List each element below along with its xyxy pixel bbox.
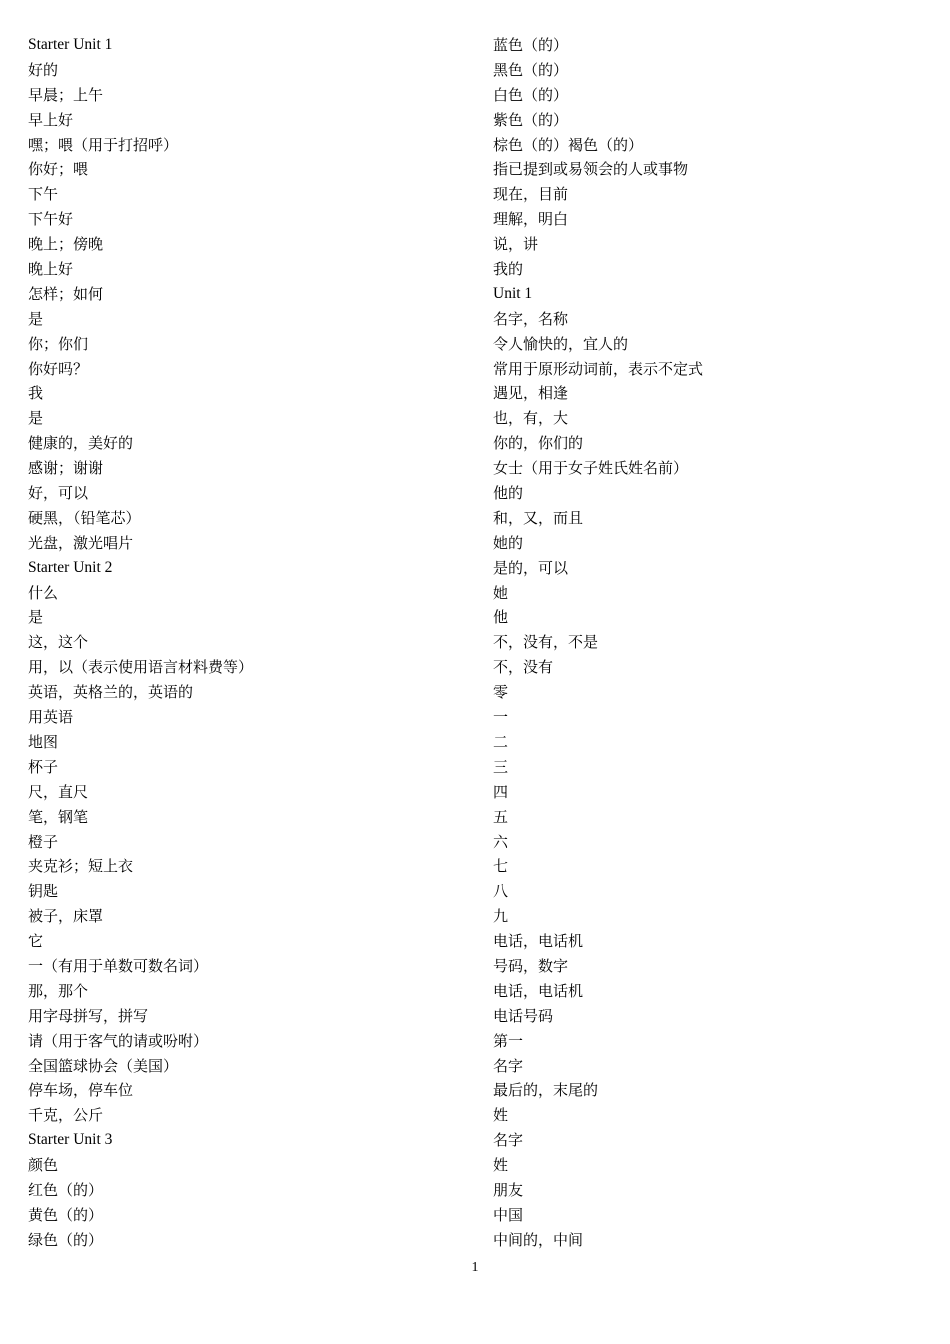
vocab-line: 姓 xyxy=(493,1156,509,1175)
vocab-line: 它 xyxy=(28,932,44,951)
vocab-line: 早上好 xyxy=(28,110,74,129)
vocab-line: 什么 xyxy=(28,583,59,602)
unit-heading: Starter Unit 1 xyxy=(28,36,113,53)
vocab-line: 朋友 xyxy=(493,1180,524,1199)
vocab-line: 早晨；上午 xyxy=(28,85,104,104)
vocab-line: 停车场，停车位 xyxy=(28,1081,134,1100)
vocab-line: 现在，目前 xyxy=(493,185,569,204)
vocab-line: 六 xyxy=(493,832,509,851)
unit-heading: Starter Unit 3 xyxy=(28,1131,113,1149)
vocab-line: 八 xyxy=(493,882,509,901)
vocab-line: 请（用于客气的请或吩咐） xyxy=(28,1031,209,1050)
vocab-line: 晚上好 xyxy=(28,260,74,279)
vocab-line: 硬黑，（铅笔芯） xyxy=(28,508,141,527)
vocab-line: 电话，电话机 xyxy=(493,981,584,1000)
unit-heading: Starter Unit 2 xyxy=(28,558,113,576)
vocab-line: 红色（的） xyxy=(28,1180,104,1199)
vocab-line: 杯子 xyxy=(28,757,59,776)
vocab-line: 不，没有，不是 xyxy=(493,633,599,652)
unit-heading: Unit 1 xyxy=(493,284,533,302)
vocab-line: 名字 xyxy=(493,1131,524,1150)
vocab-line: 名字，名称 xyxy=(493,309,569,328)
vocab-line: 电话号码 xyxy=(493,1006,554,1025)
vocab-line: 不，没有 xyxy=(493,658,554,677)
vocab-line: 和，又，而且 xyxy=(493,508,584,527)
vocab-line: 九 xyxy=(493,907,509,926)
vocab-line: 姓 xyxy=(493,1106,509,1125)
vocab-line: 你好；喂 xyxy=(28,160,89,179)
vocab-line: 下午好 xyxy=(28,210,74,229)
vocab-line: 他 xyxy=(493,608,509,627)
vocab-line: 女士（用于女子姓氏姓名前） xyxy=(493,459,689,478)
vocab-line: 你；你们 xyxy=(28,334,89,353)
vocab-line: 紫色（的） xyxy=(493,110,569,129)
vocab-line: 黄色（的） xyxy=(28,1205,104,1224)
vocab-line: 被子，床罩 xyxy=(28,907,104,926)
vocab-line: 黑色（的） xyxy=(493,60,569,79)
vocab-line: 是 xyxy=(28,309,44,328)
vocab-line: 用，以（表示使用语言材料费等） xyxy=(28,658,254,677)
vocab-line: 蓝色（的） xyxy=(493,36,569,54)
vocab-line: 好，可以 xyxy=(28,484,89,503)
vocab-line: 英语，英格兰的，英语的 xyxy=(28,683,194,702)
vocab-line: 橙子 xyxy=(28,832,59,851)
vocab-line: 是的，可以 xyxy=(493,558,569,577)
vocab-line: 白色（的） xyxy=(493,85,569,104)
vocab-line: 她的 xyxy=(493,533,524,552)
vocab-line: 是 xyxy=(28,608,44,627)
vocab-line: 钥匙 xyxy=(28,882,59,901)
vocab-line: 五 xyxy=(493,807,509,826)
vocab-line: 笔，钢笔 xyxy=(28,807,89,826)
vocab-line: 尺，直尺 xyxy=(28,782,89,801)
vocab-line: 颜色 xyxy=(28,1156,59,1175)
vocab-line: 地图 xyxy=(28,732,59,751)
vocab-line: 这，这个 xyxy=(28,633,89,652)
vocab-line: 健康的，美好的 xyxy=(28,434,134,453)
vocab-line: 我 xyxy=(28,384,44,403)
vocab-line: 是 xyxy=(28,409,44,428)
vocab-line: 常用于原形动词前，表示不定式 xyxy=(493,359,704,378)
vocab-line: 二 xyxy=(493,732,509,751)
vocab-line: 用字母拼写，拼写 xyxy=(28,1006,149,1025)
vocab-line: 七 xyxy=(493,857,509,876)
vocab-line: 号码，数字 xyxy=(493,956,569,975)
vocab-line: 最后的，末尾的 xyxy=(493,1081,599,1100)
vocab-line: 你的，你们的 xyxy=(493,434,584,453)
vocab-line: 零 xyxy=(493,683,509,702)
vocab-line: 四 xyxy=(493,782,509,801)
vocab-line: 理解，明白 xyxy=(493,210,569,229)
vocab-line: 中间的，中间 xyxy=(493,1230,584,1249)
vocab-line: 感谢；谢谢 xyxy=(28,459,104,478)
vocab-line: 三 xyxy=(493,757,509,776)
vocab-line: 好的 xyxy=(28,60,59,79)
vocab-line: 那，那个 xyxy=(28,981,89,1000)
vocab-line: 他的 xyxy=(493,484,524,503)
vocab-line: 令人愉快的，宜人的 xyxy=(493,334,629,353)
vocab-line: 她 xyxy=(493,583,509,602)
vocab-line: 电话，电话机 xyxy=(493,932,584,951)
vocab-line: 遇见，相逢 xyxy=(493,384,569,403)
right-column xyxy=(493,33,913,1253)
vocab-line: 嘿；喂（用于打招呼） xyxy=(28,135,179,154)
vocab-line: 用英语 xyxy=(28,708,74,727)
vocab-line: 也，有，大 xyxy=(493,409,569,428)
vocab-line: 棕色（的）褐色（的） xyxy=(493,135,644,154)
vocab-line: 一（有用于单数可数名词） xyxy=(28,956,209,975)
vocab-line: 指已提到或易领会的人或事物 xyxy=(493,160,689,179)
vocab-line: 第一 xyxy=(493,1031,524,1050)
vocab-line: 光盘，激光唱片 xyxy=(28,533,134,552)
vocab-line: 怎样；如何 xyxy=(28,284,104,303)
vocab-line: 下午 xyxy=(28,185,59,204)
vocab-line: 一 xyxy=(493,708,509,727)
vocab-line: 绿色（的） xyxy=(28,1230,104,1249)
left-column xyxy=(28,33,448,1253)
vocab-line: 你好吗？ xyxy=(28,359,89,378)
vocab-line: 名字 xyxy=(493,1056,524,1075)
vocab-line: 说，讲 xyxy=(493,235,539,254)
page-number: 1 xyxy=(471,1260,479,1275)
vocab-line: 我的 xyxy=(493,260,524,279)
vocab-line: 全国篮球协会（美国） xyxy=(28,1056,179,1075)
vocab-line: 晚上；傍晚 xyxy=(28,235,104,254)
vocab-line: 夹克衫；短上衣 xyxy=(28,857,134,876)
vocab-line: 千克，公斤 xyxy=(28,1106,104,1125)
vocab-line: 中国 xyxy=(493,1205,524,1224)
